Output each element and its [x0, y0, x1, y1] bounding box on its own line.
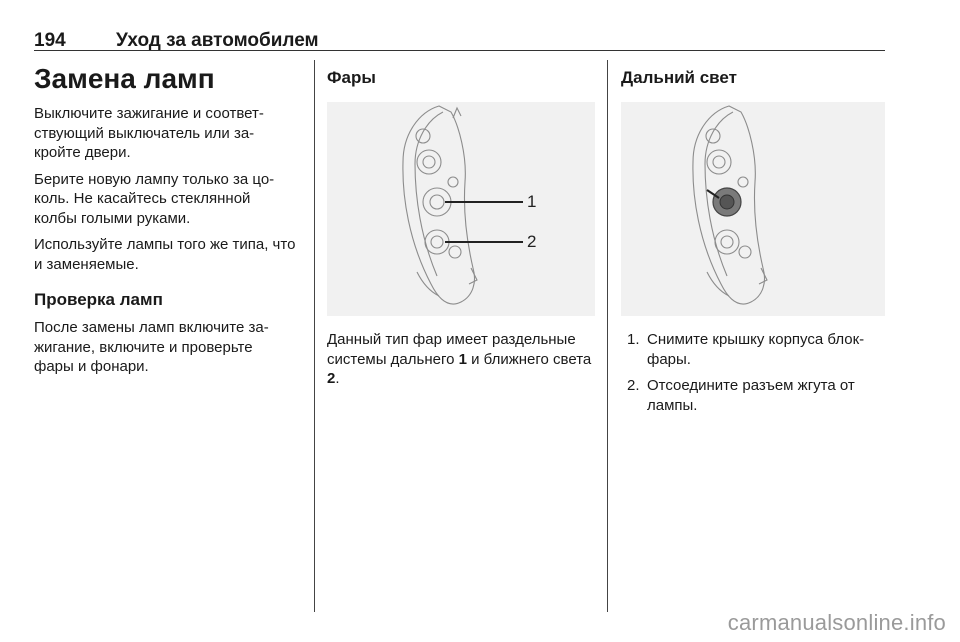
column-divider [314, 60, 315, 612]
ref-2: 2 [327, 370, 336, 387]
list-item: 1. Снимите крышку корпуса блок-фары. [627, 331, 865, 368]
watermark: carmanualsonline.info [727, 610, 946, 635]
callout-label-2: 2 [527, 232, 537, 251]
step-list [621, 330, 885, 415]
chapter-title: Уход за автомобилем [116, 30, 319, 51]
paragraph: После замены ламп включите за-жигание, включите и проверьте фары и фонари. [34, 319, 269, 375]
paragraph: Берите новую лампу только за цо-коль. Не касайтесь стеклянной колбы голыми руками. [34, 170, 275, 227]
headlamp-illustration [327, 102, 595, 316]
page-number: 194 [34, 30, 66, 51]
ref-1: 1 [458, 350, 467, 368]
header-rule [34, 50, 885, 51]
high-beam-illustration [621, 102, 885, 316]
high-beam-figure [621, 102, 885, 316]
callout-label-1: 1 [527, 192, 537, 211]
figure-caption: Данный тип фар имеет раздельные системы дальнего 1 и ближнего света 2. [327, 331, 592, 387]
subheading-lamp-check: Проверка ламп [34, 290, 163, 309]
page-header [34, 30, 885, 52]
paragraph: Используйте лампы того же типа, что и заменяемые. [34, 236, 296, 273]
column-headlights [327, 60, 595, 396]
headlamp-figure [327, 102, 595, 316]
column-lamp-replacement [34, 60, 296, 384]
column-divider [607, 60, 608, 612]
subheading-high-beam: Дальний свет [621, 68, 737, 87]
section-title: Замена ламп [34, 63, 215, 94]
paragraph: Выключите зажигание и соответ-ствующий выключатель или за-кройте двери. [34, 105, 264, 161]
subheading-headlights: Фары [327, 68, 376, 87]
column-high-beam [621, 60, 885, 422]
list-item: 2. Отсоедините разъем жгута от лампы. [627, 377, 855, 414]
